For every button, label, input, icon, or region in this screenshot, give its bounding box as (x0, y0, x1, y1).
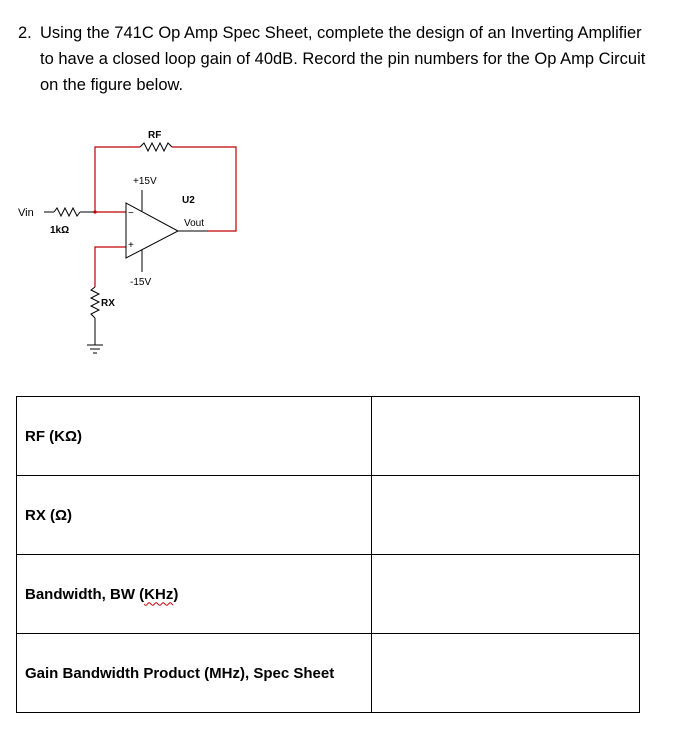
vin-label: Vin (18, 207, 34, 219)
input-resistor (54, 208, 80, 216)
noninverting-input-wire (95, 247, 126, 287)
bandwidth-label-unit: KHz (144, 585, 174, 603)
rf-resistor (140, 143, 172, 151)
question-number: 2. (18, 24, 32, 42)
noninverting-input-sign: + (128, 240, 134, 251)
vneg-label: -15V (130, 277, 152, 288)
vout-label: Vout (184, 218, 205, 229)
rin-label: 1kΩ (50, 225, 70, 236)
answer-table (16, 396, 640, 713)
rx-label-cell: RX (Ω) (17, 476, 372, 555)
bandwidth-label-suffix: ) (173, 585, 179, 603)
vpos-label: +15V (133, 176, 157, 187)
table-row (17, 634, 640, 713)
table-row (17, 397, 640, 476)
bandwidth-answer-cell[interactable] (372, 555, 640, 634)
table-row (17, 555, 640, 634)
question-text: Using the 741C Op Amp Spec Sheet, complete the design of an Inverting Amplifier to have a closed loop gain of 40dB. Record the pin numbers for the Op Amp Circuit on the figure below. (40, 24, 646, 94)
bandwidth-label-prefix: Bandwidth, BW ( (25, 585, 145, 603)
ground-symbol (87, 345, 103, 353)
bandwidth-label-cell (17, 555, 372, 634)
question-block (18, 20, 658, 98)
gbp-answer-cell[interactable] (372, 634, 640, 713)
rf-answer-cell[interactable] (372, 397, 640, 476)
opamp-label: U2 (182, 195, 195, 206)
inverting-amplifier-schematic (0, 120, 300, 370)
gbp-label-cell: Gain Bandwidth Product (MHz), Spec Sheet (17, 634, 372, 713)
rx-answer-cell[interactable] (372, 476, 640, 555)
feedback-wire (95, 147, 236, 231)
inverting-input-sign: − (128, 208, 134, 219)
rf-label-cell: RF (KΩ) (17, 397, 372, 476)
rf-label: RF (148, 130, 162, 141)
rx-resistor (91, 287, 99, 318)
rx-label: RX (101, 298, 115, 309)
table-row (17, 476, 640, 555)
